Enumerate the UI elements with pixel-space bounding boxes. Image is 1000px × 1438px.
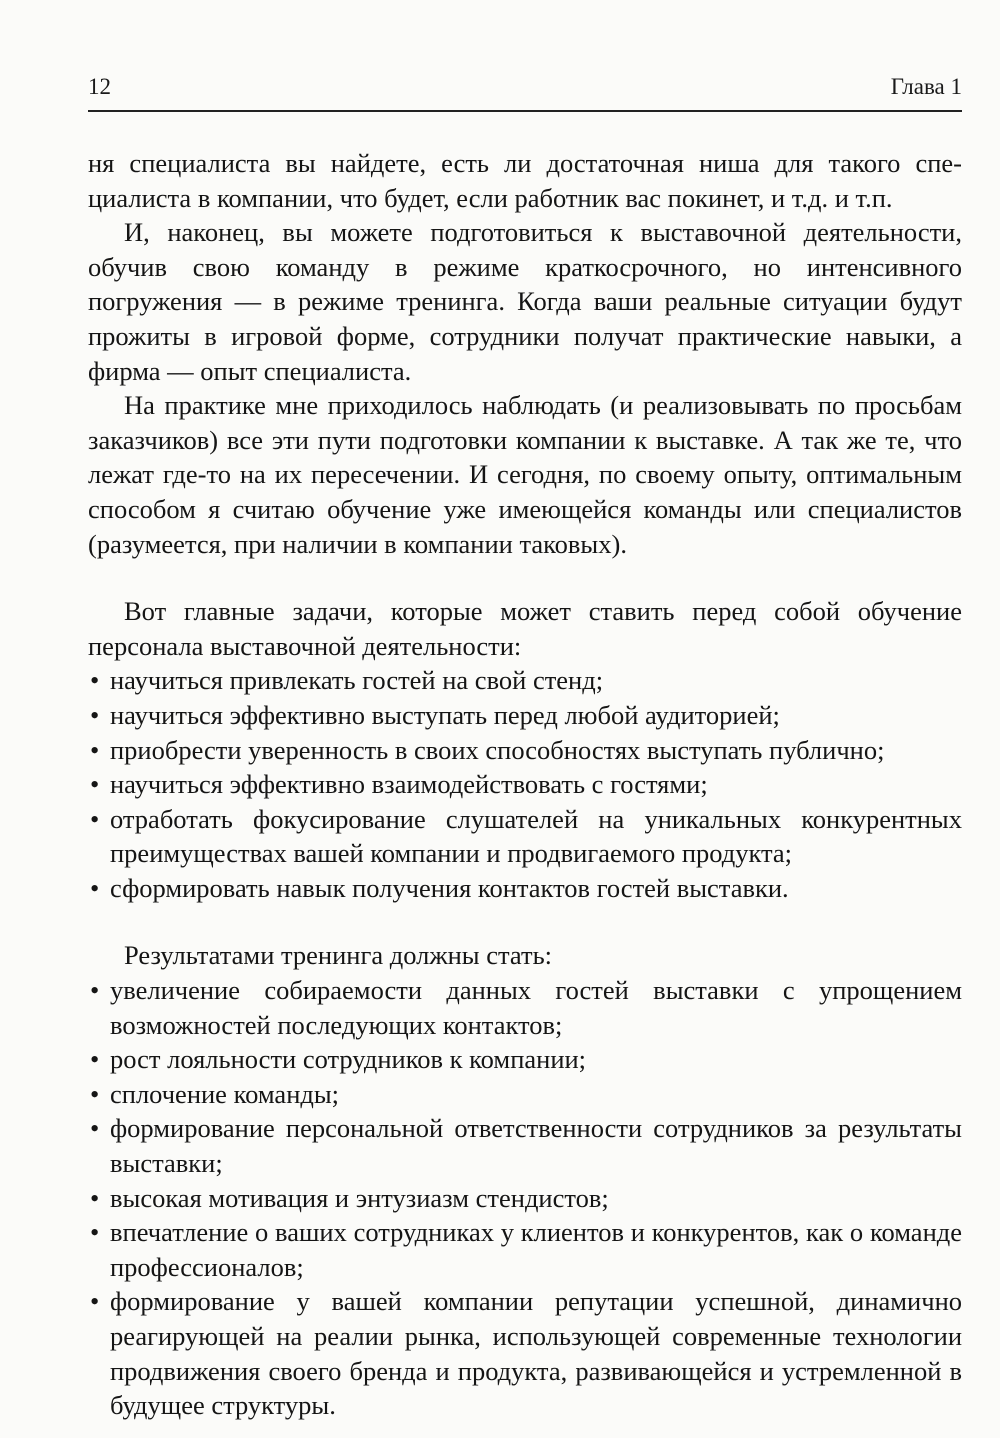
bullet-icon: • <box>90 872 100 903</box>
list-item-text: высокая мотивация и энтузиазм стендистов; <box>110 1182 609 1213</box>
list-item <box>88 1077 962 1112</box>
results-list <box>88 973 962 1423</box>
page-number: 12 <box>88 74 111 99</box>
bullet-icon: • <box>90 699 100 730</box>
list-item <box>88 1042 962 1077</box>
list-item <box>88 663 962 698</box>
list-item-text: приобрести уверенность в своих способностях выступать публично; <box>110 734 885 765</box>
list-item <box>88 1284 962 1422</box>
list-item-text: рост лояльности сотрудников к компании; <box>110 1044 587 1075</box>
list-item <box>88 1215 962 1284</box>
bullet-icon: • <box>90 803 100 834</box>
bullet-icon: • <box>90 1113 100 1144</box>
list-item <box>88 871 962 906</box>
list-item-text: научиться эффективно выступать перед любой аудиторией; <box>110 699 780 730</box>
paragraph-continued: ня специалиста вы найдете, есть ли достаточная ниша для такого специалиста в компании, что будет, если работник вас покинет, и т.д. и т.п. <box>88 148 962 213</box>
bullet-icon: • <box>90 1217 100 1248</box>
list-item <box>88 973 962 1042</box>
list-item-text: научиться привлекать гостей на свой стенд; <box>110 665 604 696</box>
bullet-icon: • <box>90 975 100 1006</box>
paragraph-practice: На практике мне приходилось наблюдать (и реализовывать по просьбам заказчиков) все эти пути подготовки компании к выставке. А так же те, что лежат где-то на их пересечении. И сегодня, по своему опыту, оптимальным способом я считаю обучение уже имеющейся команды или специалистов (разумеется, при наличии в компании таковых). <box>88 390 962 559</box>
list-item <box>88 698 962 733</box>
bullet-icon: • <box>90 769 100 800</box>
list-item-text: сплочение команды; <box>110 1078 340 1109</box>
list-item <box>88 1111 962 1180</box>
list-item <box>88 767 962 802</box>
list-item-text: впечатление о ваших сотрудниках у клиентов и конкурентов, как о команде профессионалов; <box>110 1217 962 1282</box>
list-item <box>88 802 962 871</box>
tasks-list <box>88 663 962 905</box>
list-item-text: формирование персональной ответственности сотрудников за результаты выставки; <box>110 1113 962 1179</box>
list-item-text: формирование у вашей компании репутации успешной, динамично реагирующей на реалии рынка, использующей современные технологии продвижения своего бренда и продукта, развивающейся и устремленной в будущее структуры. <box>110 1286 962 1421</box>
page-body <box>88 146 962 1423</box>
list-item-text: увеличение собираемости данных гостей выставки с упрощением возможностей последующих контактов; <box>110 975 962 1040</box>
chapter-label: Глава 1 <box>890 74 962 99</box>
bullet-icon: • <box>90 734 100 765</box>
bullet-icon: • <box>90 1286 100 1317</box>
results-intro: Результатами тренинга должны стать: <box>124 940 553 971</box>
list-item <box>88 1181 962 1216</box>
section-spacer <box>88 905 962 938</box>
bullet-icon: • <box>90 1078 100 1109</box>
list-item-text: сформировать навык получения контактов гостей выставки. <box>110 872 789 903</box>
running-header <box>88 74 962 112</box>
section-spacer <box>88 561 962 594</box>
tasks-intro: Вот главные задачи, которые может ставить перед собой обучение персонала выставочной деятельности: <box>88 596 962 661</box>
bullet-icon: • <box>90 1182 100 1213</box>
paragraph-training: И, наконец, вы можете подготовиться к выставочной деятельности, обучив свою команду в режиме краткосрочного, но интенсивного погружения — в режиме тренинга. Когда ваши реальные ситуации будут прожиты в игровой форме, сотрудники получат практические навыки, а фирма — опыт специалиста. <box>88 217 962 386</box>
bullet-icon: • <box>90 665 100 696</box>
list-item-text: отработать фокусирование слушателей на уникальных конкурентных преимуществах вашей компании и продвигаемого продукта; <box>110 803 962 869</box>
bullet-icon: • <box>90 1044 100 1075</box>
list-item <box>88 733 962 768</box>
list-item-text: научиться эффективно взаимодействовать с гостями; <box>110 769 708 800</box>
